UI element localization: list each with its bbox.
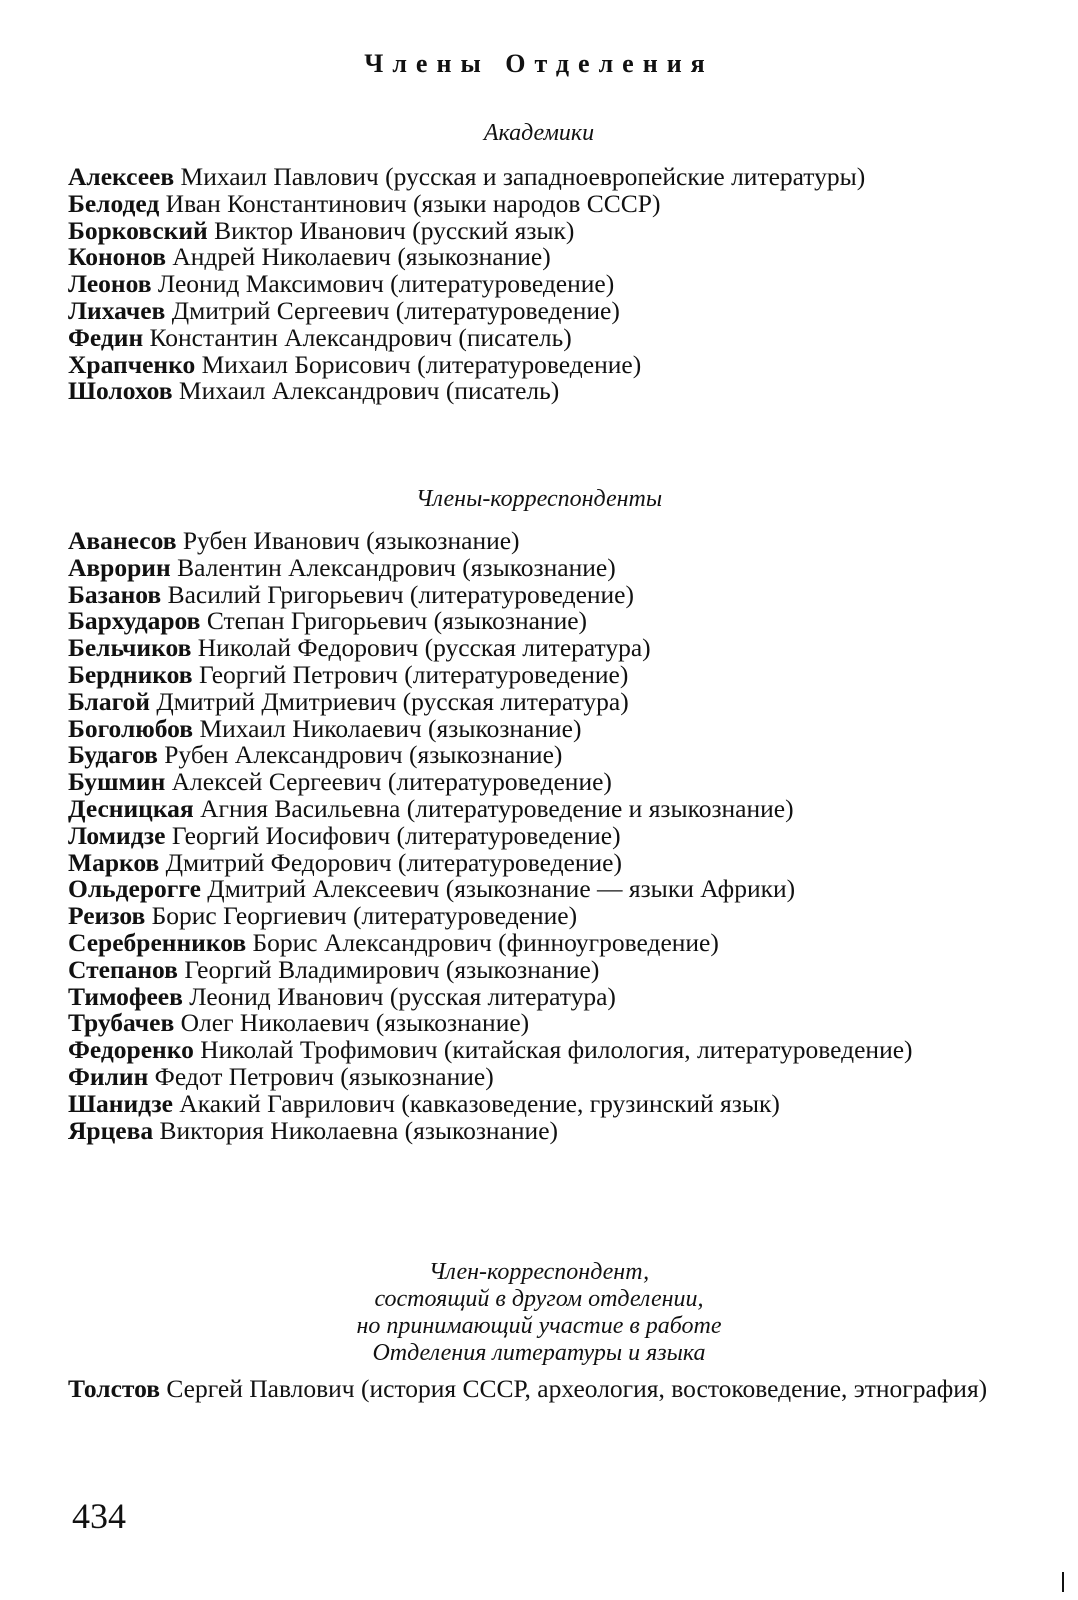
- surname: Бушмин: [68, 767, 166, 797]
- details: Георгий Владимирович (языкознание): [177, 954, 600, 984]
- details: Сергей Павлович (история СССР, археология, востоковедение, этнография): [159, 1374, 988, 1403]
- details: Валентин Александрович (языкознание): [170, 552, 616, 582]
- list-item: [68, 820, 1053, 850]
- surname: Алексеев: [68, 162, 175, 191]
- list-item: [68, 1061, 1053, 1091]
- details: Рубен Иванович (языкознание): [176, 526, 520, 555]
- list-item: [68, 608, 1053, 635]
- list-item: [68, 528, 1053, 555]
- details: Василий Григорьевич (литературоведение): [161, 579, 634, 609]
- details: Михаил Борисович (литературоведение): [195, 349, 642, 379]
- details: Агния Васильевна (литературоведение и языкознание): [193, 793, 794, 823]
- list-item: [68, 981, 1053, 1011]
- surname: Шолохов: [68, 376, 173, 406]
- details: Дмитрий Сергеевич (литературоведение): [165, 295, 620, 325]
- details: Борис Александрович (финноугроведение): [246, 927, 719, 957]
- details: Дмитрий Алексеевич (языкознание — языки Африки): [200, 874, 796, 904]
- surname: Аванесов: [68, 526, 177, 555]
- surname: Храпченко: [68, 349, 196, 379]
- list-item: [68, 1088, 1053, 1118]
- academicians-list: [68, 164, 1053, 405]
- surname: Бархударов: [68, 606, 201, 636]
- details: Дмитрий Дмитриевич (русская литература): [149, 686, 629, 716]
- list-item: [68, 322, 1053, 352]
- list-item: [68, 847, 1053, 877]
- surname: Марков: [68, 847, 160, 877]
- list-item: [68, 215, 1053, 245]
- surname: Будагов: [68, 740, 158, 770]
- list-item: [68, 552, 1053, 582]
- page-number: 434: [72, 1496, 126, 1536]
- details: Федот Петрович (языкознание): [148, 1061, 494, 1091]
- surname: Серебренников: [68, 927, 247, 957]
- surname: Аврорин: [68, 552, 171, 582]
- list-item: [68, 579, 1053, 609]
- list-item: [68, 349, 1053, 379]
- list-item: [68, 1115, 1053, 1145]
- surname: Ольдерогге: [68, 874, 201, 904]
- details: Степан Григорьевич (языкознание): [200, 606, 588, 636]
- list-item: [68, 164, 1053, 191]
- surname: Федоренко: [68, 1035, 194, 1065]
- details: Виктория Николаевна (языкознание): [153, 1115, 559, 1145]
- list-item: [68, 1376, 1053, 1403]
- list-item: [68, 659, 1053, 689]
- details: Олег Николаевич (языкознание): [174, 1008, 530, 1038]
- details: Михаил Павлович (русская и западноевропейские литературы): [174, 162, 866, 191]
- list-item: [68, 954, 1053, 984]
- list-item: [68, 876, 1053, 903]
- details: Андрей Николаевич (языкознание): [166, 242, 551, 272]
- list-item: [68, 271, 1053, 298]
- list-item: [68, 1037, 1053, 1064]
- details: Борис Георгиевич (литературоведение): [145, 901, 578, 931]
- surname: Борковский: [68, 215, 208, 245]
- surname: Леонов: [68, 269, 152, 299]
- surname: Федин: [68, 322, 144, 352]
- list-item: [68, 742, 1053, 769]
- list-item: [68, 686, 1053, 716]
- surname: Десницкая: [68, 793, 194, 823]
- surname: Благой: [68, 686, 150, 716]
- surname: Лихачев: [68, 295, 166, 325]
- heading-line: состоящий в другом отделении,: [374, 1286, 704, 1312]
- heading-line: Член-корреспондент,: [428, 1259, 650, 1285]
- surname: Трубачев: [68, 1008, 175, 1038]
- surname: Ярцева: [68, 1115, 154, 1145]
- details: Дмитрий Федорович (литературоведение): [159, 847, 622, 877]
- list-item: [68, 793, 1053, 823]
- other-department-heading: [0, 1259, 1078, 1367]
- details: Георгий Петрович (литературоведение): [192, 659, 629, 689]
- list-item: [68, 927, 1053, 957]
- details: Михаил Александрович (писатель): [172, 376, 560, 406]
- surname: Ломидзе: [68, 820, 166, 850]
- surname: Филин: [68, 1061, 149, 1091]
- list-item: [68, 1010, 1053, 1037]
- details: Виктор Иванович (русский язык): [207, 215, 575, 245]
- academicians-heading: Академики: [483, 120, 595, 146]
- corresponding-members-heading: Члены-корреспонденты: [415, 486, 663, 512]
- heading-line: Отделения литературы и языка: [372, 1340, 706, 1366]
- scan-edge-mark: [1062, 1572, 1064, 1592]
- details: Рубен Александрович (языкознание): [157, 740, 563, 770]
- surname: Толстов: [68, 1374, 160, 1403]
- details: Леонид Иванович (русская литература): [182, 981, 616, 1011]
- details: Алексей Сергеевич (литературоведение): [165, 767, 612, 797]
- surname: Реизов: [68, 901, 146, 931]
- surname: Базанов: [68, 579, 162, 609]
- surname: Степанов: [68, 954, 178, 984]
- surname: Бердников: [68, 659, 193, 689]
- list-item: [68, 244, 1053, 271]
- details: Николай Трофимович (китайская филология, литературоведение): [193, 1035, 913, 1065]
- surname: Кононов: [68, 242, 166, 272]
- details: Иван Константинович (языки народов СССР): [159, 188, 661, 218]
- surname: Боголюбов: [68, 713, 194, 743]
- details: Николай Федорович (русская литература): [191, 633, 651, 663]
- surname: Бельчиков: [68, 633, 192, 663]
- other-department-list: [68, 1376, 1053, 1403]
- surname: Белодед: [68, 188, 160, 218]
- details: Константин Александрович (писатель): [143, 322, 572, 352]
- list-item: [68, 635, 1053, 662]
- list-item: [68, 769, 1053, 796]
- details: Акакий Гаврилович (кавказоведение, грузинский язык): [172, 1088, 780, 1118]
- details: Георгий Иосифович (литературоведение): [165, 820, 621, 850]
- details: Михаил Николаевич (языкознание): [193, 713, 582, 743]
- details: Леонид Максимович (литературоведение): [151, 269, 615, 299]
- list-item: [68, 713, 1053, 743]
- surname: Тимофеев: [68, 981, 183, 1011]
- list-item: [68, 188, 1053, 218]
- surname: Шанидзе: [68, 1088, 173, 1118]
- corresponding-members-list: [68, 528, 1053, 1144]
- page-title: Члены Отделения: [364, 49, 714, 78]
- list-item: [68, 903, 1053, 930]
- heading-line: но принимающий участие в работе: [356, 1313, 722, 1339]
- list-item: [68, 378, 1053, 405]
- list-item: [68, 295, 1053, 325]
